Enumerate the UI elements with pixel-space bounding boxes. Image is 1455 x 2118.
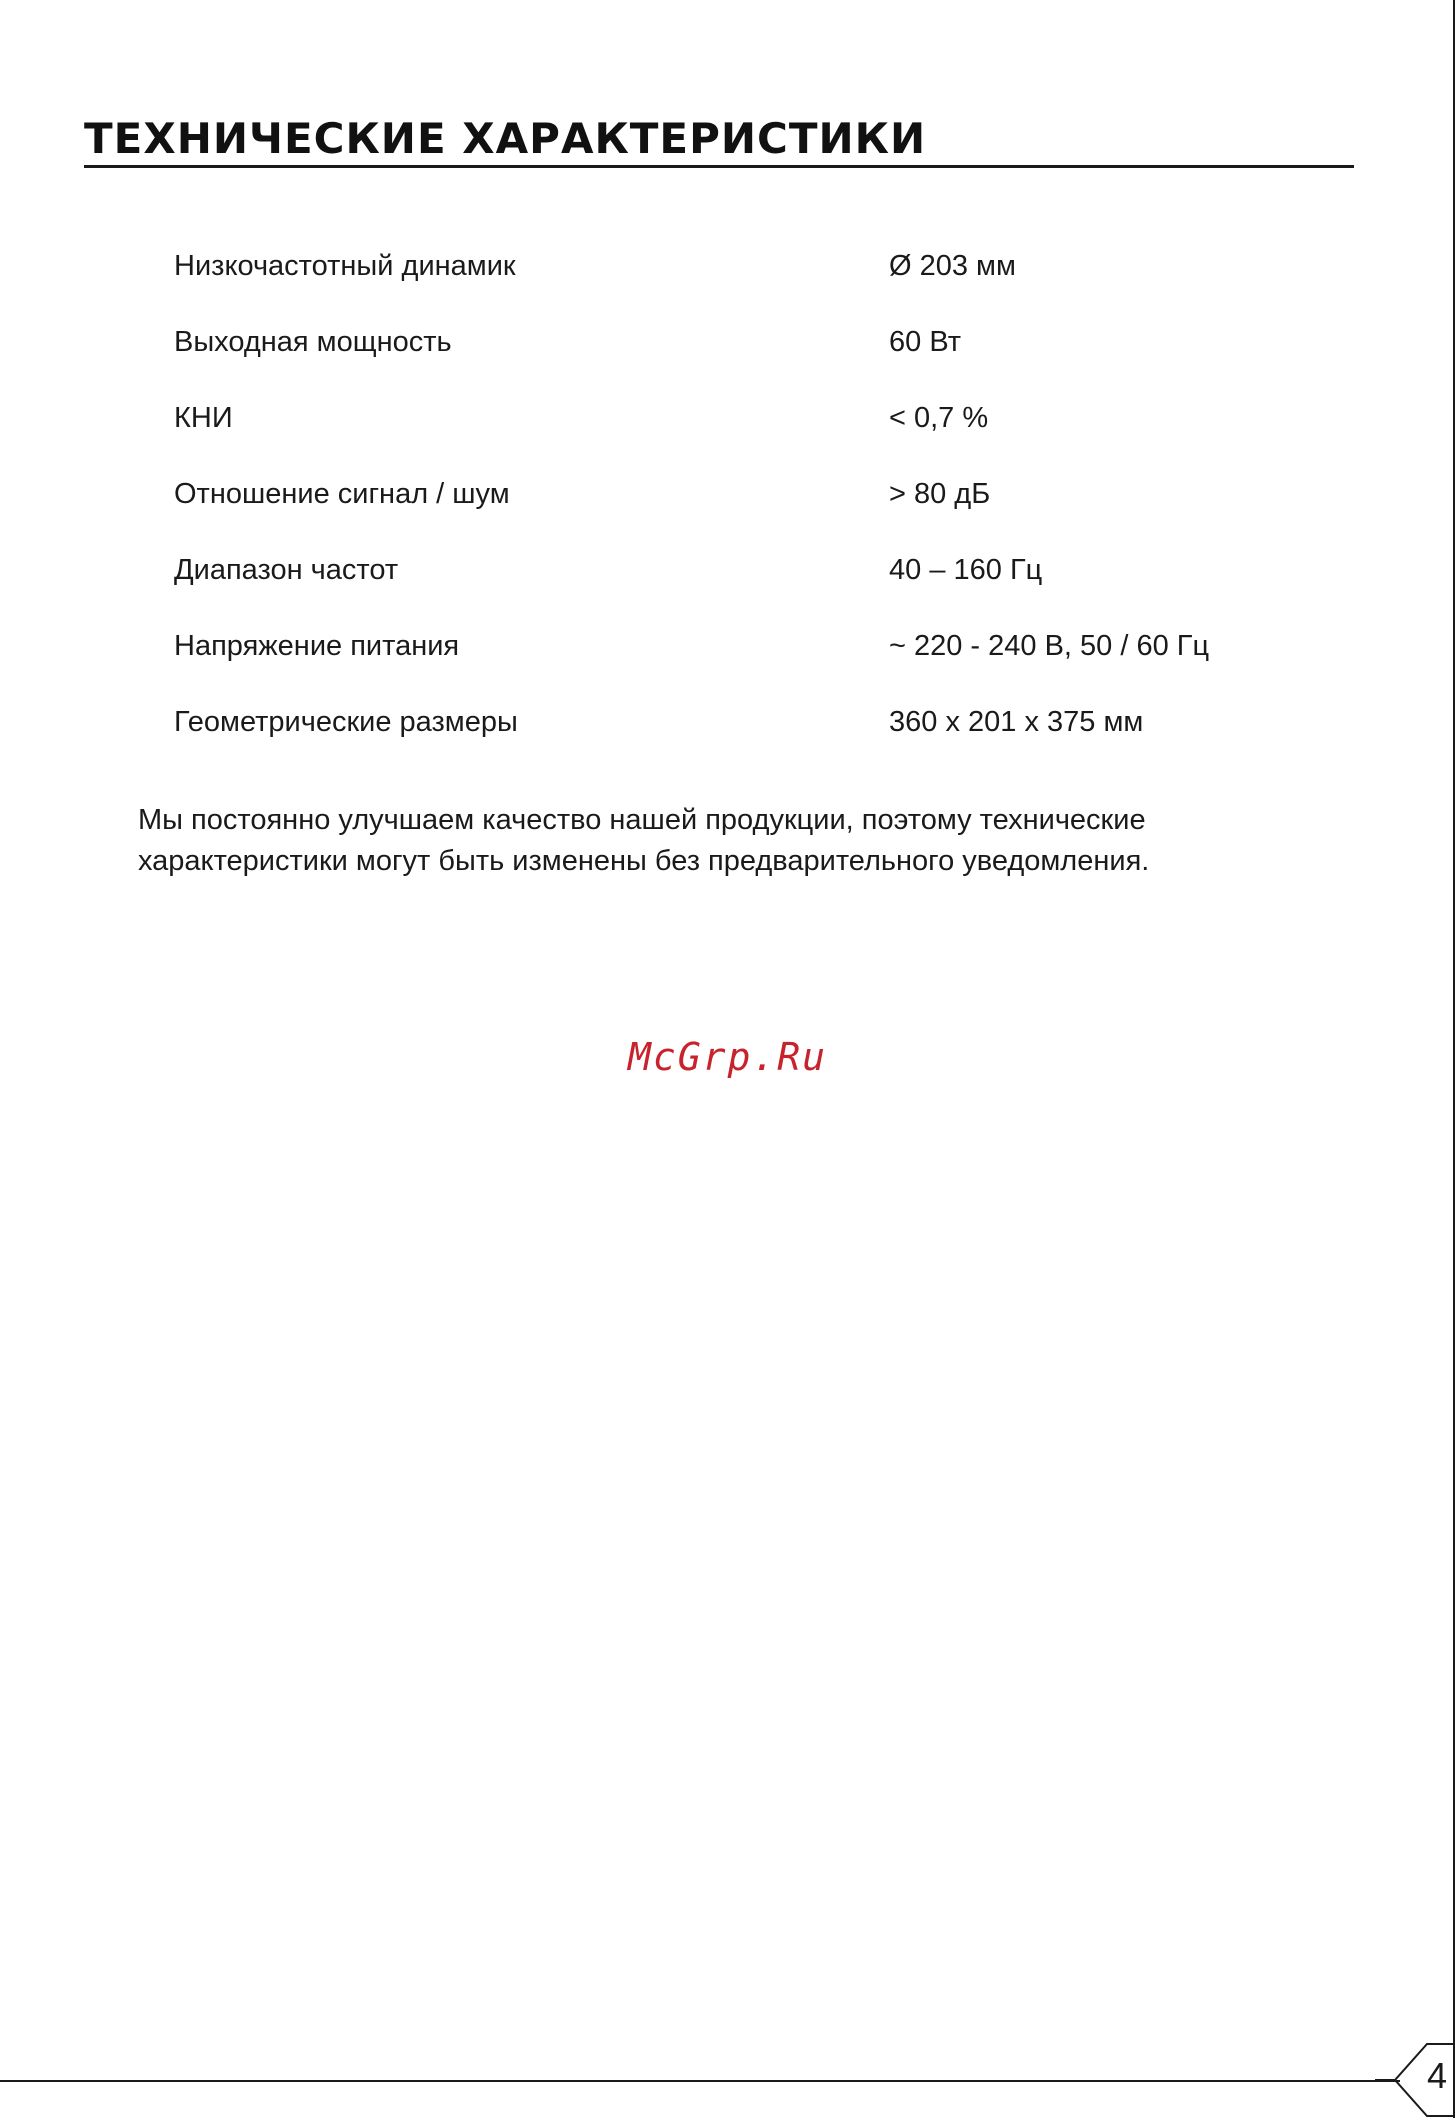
spec-value: > 80 дБ (889, 478, 991, 510)
notice-line-2: характеристики могут быть изменены без предварительного уведомления. (138, 845, 1150, 877)
spec-label: КНИ (174, 402, 233, 434)
spec-label: Отношение сигнал / шум (174, 478, 510, 510)
spec-label: Выходная мощность (174, 326, 452, 358)
page-border-bottom (0, 2080, 1400, 2082)
spec-row (174, 390, 1324, 466)
spec-value: Ø 203 мм (889, 250, 1016, 282)
spec-row (174, 466, 1324, 542)
spec-label: Напряжение питания (174, 630, 460, 662)
spec-value: 60 Вт (889, 326, 961, 358)
spec-value: < 0,7 % (889, 402, 989, 434)
heading-underline (84, 165, 1354, 168)
specs-change-notice (138, 800, 1338, 882)
notice-line-1: Мы постоянно улучшаем качество нашей продукции, поэтому технические (138, 804, 1146, 836)
spec-table (174, 238, 1324, 770)
spec-value: ~ 220 - 240 В, 50 / 60 Гц (889, 630, 1210, 662)
spec-row (174, 238, 1324, 314)
page-number: 4 (1426, 2055, 1447, 2096)
spec-row (174, 542, 1324, 618)
spec-value: 40 – 160 Гц (889, 554, 1043, 586)
spec-label: Геометрические размеры (174, 706, 518, 738)
page-heading: ТЕХНИЧЕСКИЕ ХАРАКТЕРИСТИКИ (84, 114, 927, 163)
spec-label: Диапазон частот (174, 554, 399, 586)
spec-row (174, 618, 1324, 694)
spec-row (174, 694, 1324, 770)
spec-row (174, 314, 1324, 390)
watermark-link[interactable]: McGrp.Ru (627, 1035, 828, 1079)
spec-label: Низкочастотный динамик (174, 250, 516, 282)
spec-value: 360 х 201 х 375 мм (889, 706, 1144, 738)
